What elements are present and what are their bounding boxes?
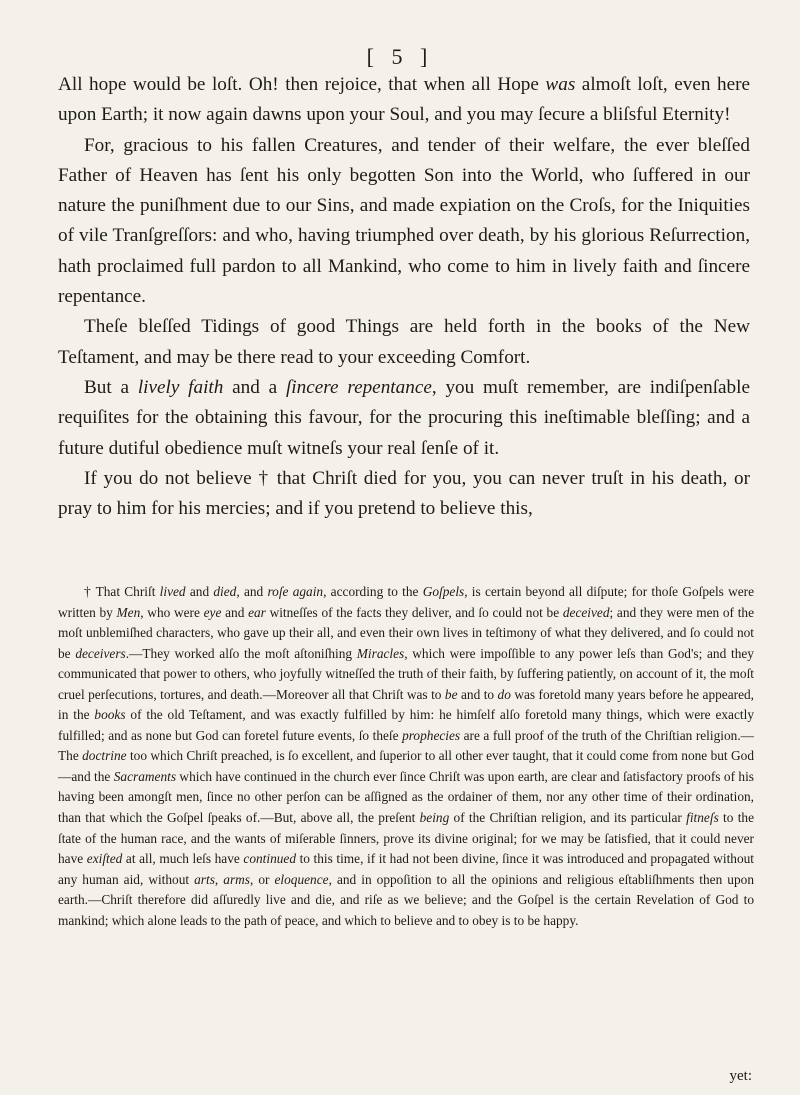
italic-run: Men <box>116 604 141 620</box>
italic-run: eloquence <box>274 871 329 887</box>
paragraph-5: If you do not believe † that Chriſt died for you, you can never truſt in his death, or pray to him for his mercies; and if you pretend to believe this, <box>58 467 750 520</box>
text-run: ; and they were men of the moſt unblemiſhed characters, who gave up their all, and even their own lives in teſtimony of what they delivered, and ſo could not be <box>58 604 754 661</box>
italic-run: deceivers <box>75 645 126 661</box>
main-text <box>58 70 750 524</box>
text-run: to this time, if it had not been divine, ſince it was introduced and propagated without any human aid, without <box>58 851 755 887</box>
text-run: , and in oppoſition to all the opinions and religious eſtabliſhments then upon earth.—Chriſt therefore did aſſuredly live and die, and riſe as we believe; and the Goſpel is the certain Revelation of God to mankind; which alone leads to the path of peace, and which to believe and to obey is to be happy. <box>58 871 754 928</box>
text-run: witneſſes of the facts they deliver, and ſo could not be <box>265 604 563 620</box>
italic-run: prophecies <box>402 727 461 743</box>
italic-run: ear <box>248 604 266 620</box>
catchword: yet: <box>729 1068 752 1084</box>
text-run: and <box>185 584 214 599</box>
italic-run: died <box>213 584 237 599</box>
paragraph-3: Theſe bleſſed Tidings of good Things are held forth in the books of the New Teſtament, and may be there read to your exceeding Comfort. <box>58 316 750 368</box>
text-run: , and <box>236 584 268 599</box>
italic-run: was <box>545 74 576 95</box>
footnote-paragraph <box>58 582 754 931</box>
italic-run: deceived <box>562 604 610 620</box>
italic-run: exiſted <box>86 851 123 867</box>
italic-run: continued <box>243 851 297 867</box>
italic-run: do <box>497 686 511 702</box>
paragraph-1 <box>58 70 750 131</box>
italic-run: lively faith <box>137 376 224 398</box>
text-run: , <box>214 871 224 887</box>
italic-run: eye <box>203 604 222 620</box>
italic-run: Miracles <box>356 645 405 661</box>
text-run: , who were <box>140 604 204 620</box>
text-run: , is certain beyond all diſpute; for thoſe Goſpels were written by <box>58 584 755 620</box>
text-run: All hope would be loſt. Oh! then rejoice, that when all Hope <box>58 74 546 95</box>
text-run: are a full proof of the truth of the Chriſtian religion.—The <box>58 727 754 764</box>
italic-run: being <box>419 810 450 826</box>
text-run: and a <box>223 376 286 398</box>
paragraph-4 <box>58 373 750 464</box>
italic-run: arms <box>223 871 250 887</box>
text-run: and <box>221 604 249 620</box>
italic-run: lived <box>159 584 186 599</box>
paragraph-2: For, gracious to his fallen Creatures, and tender of their welfare, the ever bleſſed Father of Heaven has ſent his only begotten Son into the World, who ſuffered in our nature the puniſhment due to our Sins, and made expiation on the Croſs, for the Iniquities of vile Tranſgreſſors: and who, having triumphed over death, by his glorious Reſurrection, hath proclaimed full pardon to all Mankind, who come to him in lively faith and ſincere repentance. <box>58 134 750 308</box>
text-run: of the Chriſtian religion, and its particular <box>449 810 687 826</box>
text-run: which have continued in the church ever ſince Chriſt was upon earth, are clear and ſatisfactory proofs of his having been amongſt men, ſince no other perſon can be aſſigned as the ordainer of them, nor any other time of their ordination, than that which the Goſpel ſpeaks of.—But, above all, the preſent <box>58 768 754 826</box>
text-run: to the ſtate of the human race, and the wants of miſerable ſinners, prove its divine original; for we may be ſatisfied, that it could never have <box>58 810 754 867</box>
footnote <box>58 582 754 931</box>
italic-run: books <box>94 707 126 723</box>
text-run: † That Chriſt <box>84 584 160 599</box>
italic-run: arts <box>194 871 215 887</box>
text-run: at all, much leſs have <box>122 851 244 867</box>
italic-run: fitneſs <box>686 810 719 826</box>
text-run: , or <box>249 871 275 887</box>
text-run: of the old Teſtament, and was exactly fulfilled by him: he himſelf alſo foretold many things, which were exactly fulfilled; and as none but God can foretel future events, ſo theſe <box>58 707 754 743</box>
text-run: was foretold many years before he appeared, in the <box>58 686 755 723</box>
italic-run: Goſpels <box>422 584 465 599</box>
text-run: and to <box>457 686 498 702</box>
italic-run: roſe again <box>267 584 324 599</box>
italic-run: be <box>444 686 458 702</box>
text-run: almoſt loſt, even here upon Earth; it now again dawns upon your Soul, and you may ſecure a bliſsful Eternity! <box>58 74 750 126</box>
text-run: But a <box>84 376 138 398</box>
italic-run: doctrine <box>82 748 127 764</box>
text-run: too which Chriſt preached, is ſo excellent, and ſuperior to all other ever taught, that it could come from none but God—and the <box>58 748 754 784</box>
italic-run: ſincere repentance <box>285 376 432 398</box>
text-run: , according to the <box>323 584 423 599</box>
text-run: , which were impoſſible to any power leſs than God's; and they communicated that power to others, who joyfully witneſſed the truth of their faith, by ſuffering patiently, on account of it, the moſt cruel perſecutions, tortures, and death.—Moreover all that Chriſt was to <box>58 645 754 702</box>
italic-run: Sacraments <box>113 768 177 784</box>
page-number: [ 5 ] <box>366 44 434 69</box>
text-run: , you muſt remember, are indiſpenſable requiſites for the obtaining this favour, for the procuring this ineſtimable bleſſing; and a future dutiful obedience muſt witneſs your real ſenſe of it. <box>58 376 750 459</box>
text-run: .—They worked alſo the moſt aſtoniſhing <box>125 645 357 661</box>
